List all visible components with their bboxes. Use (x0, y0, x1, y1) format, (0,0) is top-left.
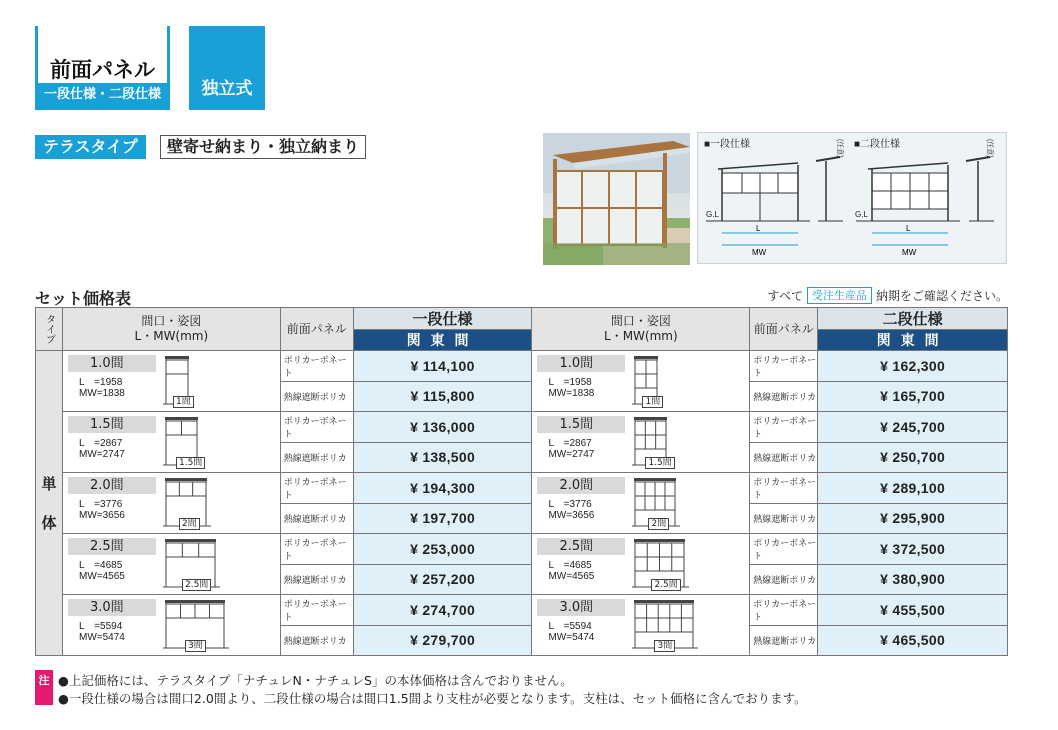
size-cell (532, 534, 750, 595)
table-row (36, 351, 1008, 382)
size-thumbnail-icon (163, 598, 263, 654)
double-price: ¥ 250,700 (818, 442, 1008, 473)
single-price: ¥ 257,200 (353, 564, 532, 595)
delivery-note (767, 287, 1008, 304)
panel-type: ポリカーボネート (280, 473, 353, 504)
table-row (36, 473, 1008, 504)
size-tag: 1間 (173, 396, 194, 408)
size-label: 2.5間 (537, 538, 625, 555)
page-title: 前面パネル (50, 58, 155, 82)
size-label: 1.5間 (68, 416, 156, 433)
size-cell (62, 351, 280, 412)
double-price: ¥ 455,500 (818, 595, 1008, 626)
panel-type: 熱線遮断ポリカ (280, 564, 353, 595)
size-label: 3.0間 (68, 599, 156, 616)
size-tag: 2間 (179, 518, 200, 530)
panel-type: ポリカーボネート (750, 595, 818, 626)
svg-text:G.L: G.L (855, 210, 868, 219)
svg-text:L: L (906, 224, 911, 233)
size-tag: 1.5間 (645, 457, 674, 469)
single-price: ¥ 115,800 (353, 381, 532, 412)
made-to-order-badge: 受注生産品 (807, 287, 872, 304)
svg-text:L: L (756, 224, 761, 233)
panel-type: 熱線遮断ポリカ (750, 625, 818, 656)
dim-mw: MW=4565 (78, 571, 125, 582)
svg-text:(任意): (任意) (836, 139, 843, 158)
single-price: ¥ 253,000 (353, 534, 532, 565)
product-photo (543, 133, 690, 265)
panel-type: ポリカーボネート (280, 534, 353, 565)
table-body (36, 351, 1008, 656)
double-price: ¥ 295,900 (818, 503, 1008, 534)
header-panel-2: 前面パネル (750, 308, 818, 351)
note-suffix: 納期をご確認ください。 (875, 289, 1008, 303)
dim-l: L =1958 (78, 377, 123, 388)
type-badge: 独立式 (189, 26, 265, 110)
dim-mw: MW=3656 (78, 510, 125, 521)
elevation-diagram (697, 132, 1007, 264)
dim-mw: MW=5474 (78, 632, 125, 643)
double-price: ¥ 162,300 (818, 351, 1008, 382)
double-price: ¥ 372,500 (818, 534, 1008, 565)
header-opening-2: 間口・姿図 L・MW(mm) (532, 308, 750, 351)
table-row (36, 595, 1008, 626)
header-single-spec: 一段仕様 (353, 308, 532, 330)
header-region-2: 関東間 (818, 330, 1008, 351)
double-spec-label: ■二段仕様 (854, 139, 901, 150)
double-price: ¥ 465,500 (818, 625, 1008, 656)
note-tag: 注 (35, 670, 53, 705)
panel-type: ポリカーボネート (750, 534, 818, 565)
size-label: 2.5間 (68, 538, 156, 555)
header-type: タイプ (36, 308, 63, 351)
size-thumbnail-icon (163, 476, 245, 532)
type-cell: 単 体 (36, 351, 63, 656)
dim-l: L =3776 (78, 499, 123, 510)
size-cell (532, 412, 750, 473)
dim-mw: MW=5474 (548, 632, 595, 643)
size-label: 3.0間 (537, 599, 625, 616)
dim-l: L =2867 (78, 438, 123, 449)
panel-type: 熱線遮断ポリカ (280, 503, 353, 534)
dim-mw: MW=4565 (548, 571, 595, 582)
single-price: ¥ 194,300 (353, 473, 532, 504)
dim-l: L =5594 (78, 621, 123, 632)
single-price: ¥ 274,700 (353, 595, 532, 626)
size-tag: 1.5間 (176, 457, 205, 469)
size-cell (532, 595, 750, 656)
note-prefix: すべて (767, 289, 803, 303)
panel-type: 熱線遮断ポリカ (750, 503, 818, 534)
panel-type: 熱線遮断ポリカ (750, 442, 818, 473)
price-table (35, 307, 1008, 656)
single-price: ¥ 197,700 (353, 503, 532, 534)
double-price: ¥ 289,100 (818, 473, 1008, 504)
terrace-type-label: テラスタイプ (35, 135, 146, 159)
panel-type: ポリカーボネート (750, 412, 818, 443)
dim-l: L =4685 (78, 560, 123, 571)
single-price: ¥ 279,700 (353, 625, 532, 656)
title-box (35, 26, 170, 110)
dim-mw: MW=2747 (78, 449, 125, 460)
svg-text:(任意): (任意) (986, 139, 993, 158)
dim-mw: MW=2747 (548, 449, 595, 460)
size-label: 2.0間 (537, 477, 625, 494)
svg-text:MW: MW (902, 248, 917, 257)
single-price: ¥ 114,100 (353, 351, 532, 382)
size-tag: 3間 (654, 640, 675, 652)
dim-mw: MW=3656 (548, 510, 595, 521)
double-price: ¥ 245,700 (818, 412, 1008, 443)
panel-type: 熱線遮断ポリカ (750, 381, 818, 412)
dim-mw: MW=1838 (78, 388, 125, 399)
table-row (36, 534, 1008, 565)
size-thumbnail-icon (632, 598, 732, 654)
size-thumbnail-icon (632, 476, 714, 532)
dim-l: L =5594 (548, 621, 592, 632)
size-cell (62, 534, 280, 595)
panel-type: ポリカーボネート (750, 473, 818, 504)
panel-type: ポリカーボネート (750, 351, 818, 382)
header-opening: 間口・姿図 L・MW(mm) (62, 308, 280, 351)
size-cell (532, 473, 750, 534)
size-tag: 3間 (185, 640, 206, 652)
panel-type: 熱線遮断ポリカ (750, 564, 818, 595)
table-row (36, 412, 1008, 443)
size-cell (532, 351, 750, 412)
note-line-2: ●一段仕様の場合は間口2.0間より、二段仕様の場合は間口1.5間より支柱が必要となります。支柱は、セット価格に含んでおります。 (58, 691, 807, 706)
terrace-type-value: 壁寄せ納まり・独立納まり (160, 135, 366, 159)
dim-l: L =3776 (548, 499, 592, 510)
dim-mw: MW=1838 (548, 388, 595, 399)
header-region: 関東間 (353, 330, 532, 351)
panel-type: ポリカーボネート (280, 595, 353, 626)
size-label: 1.0間 (537, 355, 625, 372)
size-cell (62, 595, 280, 656)
note-line-1: ●上記価格には、テラスタイプ「ナチュレN・ナチュレS」の本体価格は含んでおりません。 (58, 673, 573, 688)
svg-text:G.L: G.L (706, 210, 719, 219)
svg-text:MW: MW (752, 248, 767, 257)
panel-type: 熱線遮断ポリカ (280, 625, 353, 656)
size-label: 1.0間 (68, 355, 156, 372)
dim-l: L =1958 (548, 377, 592, 388)
dim-l: L =4685 (548, 560, 592, 571)
header-panel: 前面パネル (280, 308, 353, 351)
table-title: セット価格表 (35, 289, 132, 308)
header-double-spec: 二段仕様 (818, 308, 1008, 330)
panel-type: 熱線遮断ポリカ (280, 381, 353, 412)
size-cell (62, 473, 280, 534)
single-price: ¥ 136,000 (353, 412, 532, 443)
panel-type: 熱線遮断ポリカ (280, 442, 353, 473)
single-spec-label: ■一段仕様 (704, 139, 751, 150)
size-tag: 2間 (648, 518, 669, 530)
single-price: ¥ 138,500 (353, 442, 532, 473)
page-subtitle: 一段仕様・二段仕様 (38, 83, 167, 107)
size-tag: 2.5間 (182, 579, 211, 591)
size-tag: 1間 (642, 396, 663, 408)
double-price: ¥ 165,700 (818, 381, 1008, 412)
size-label: 1.5間 (537, 416, 625, 433)
panel-type: ポリカーボネート (280, 412, 353, 443)
size-tag: 2.5間 (651, 579, 680, 591)
panel-type: ポリカーボネート (280, 351, 353, 382)
double-price: ¥ 380,900 (818, 564, 1008, 595)
size-label: 2.0間 (68, 477, 156, 494)
size-cell (62, 412, 280, 473)
dim-l: L =2867 (548, 438, 592, 449)
